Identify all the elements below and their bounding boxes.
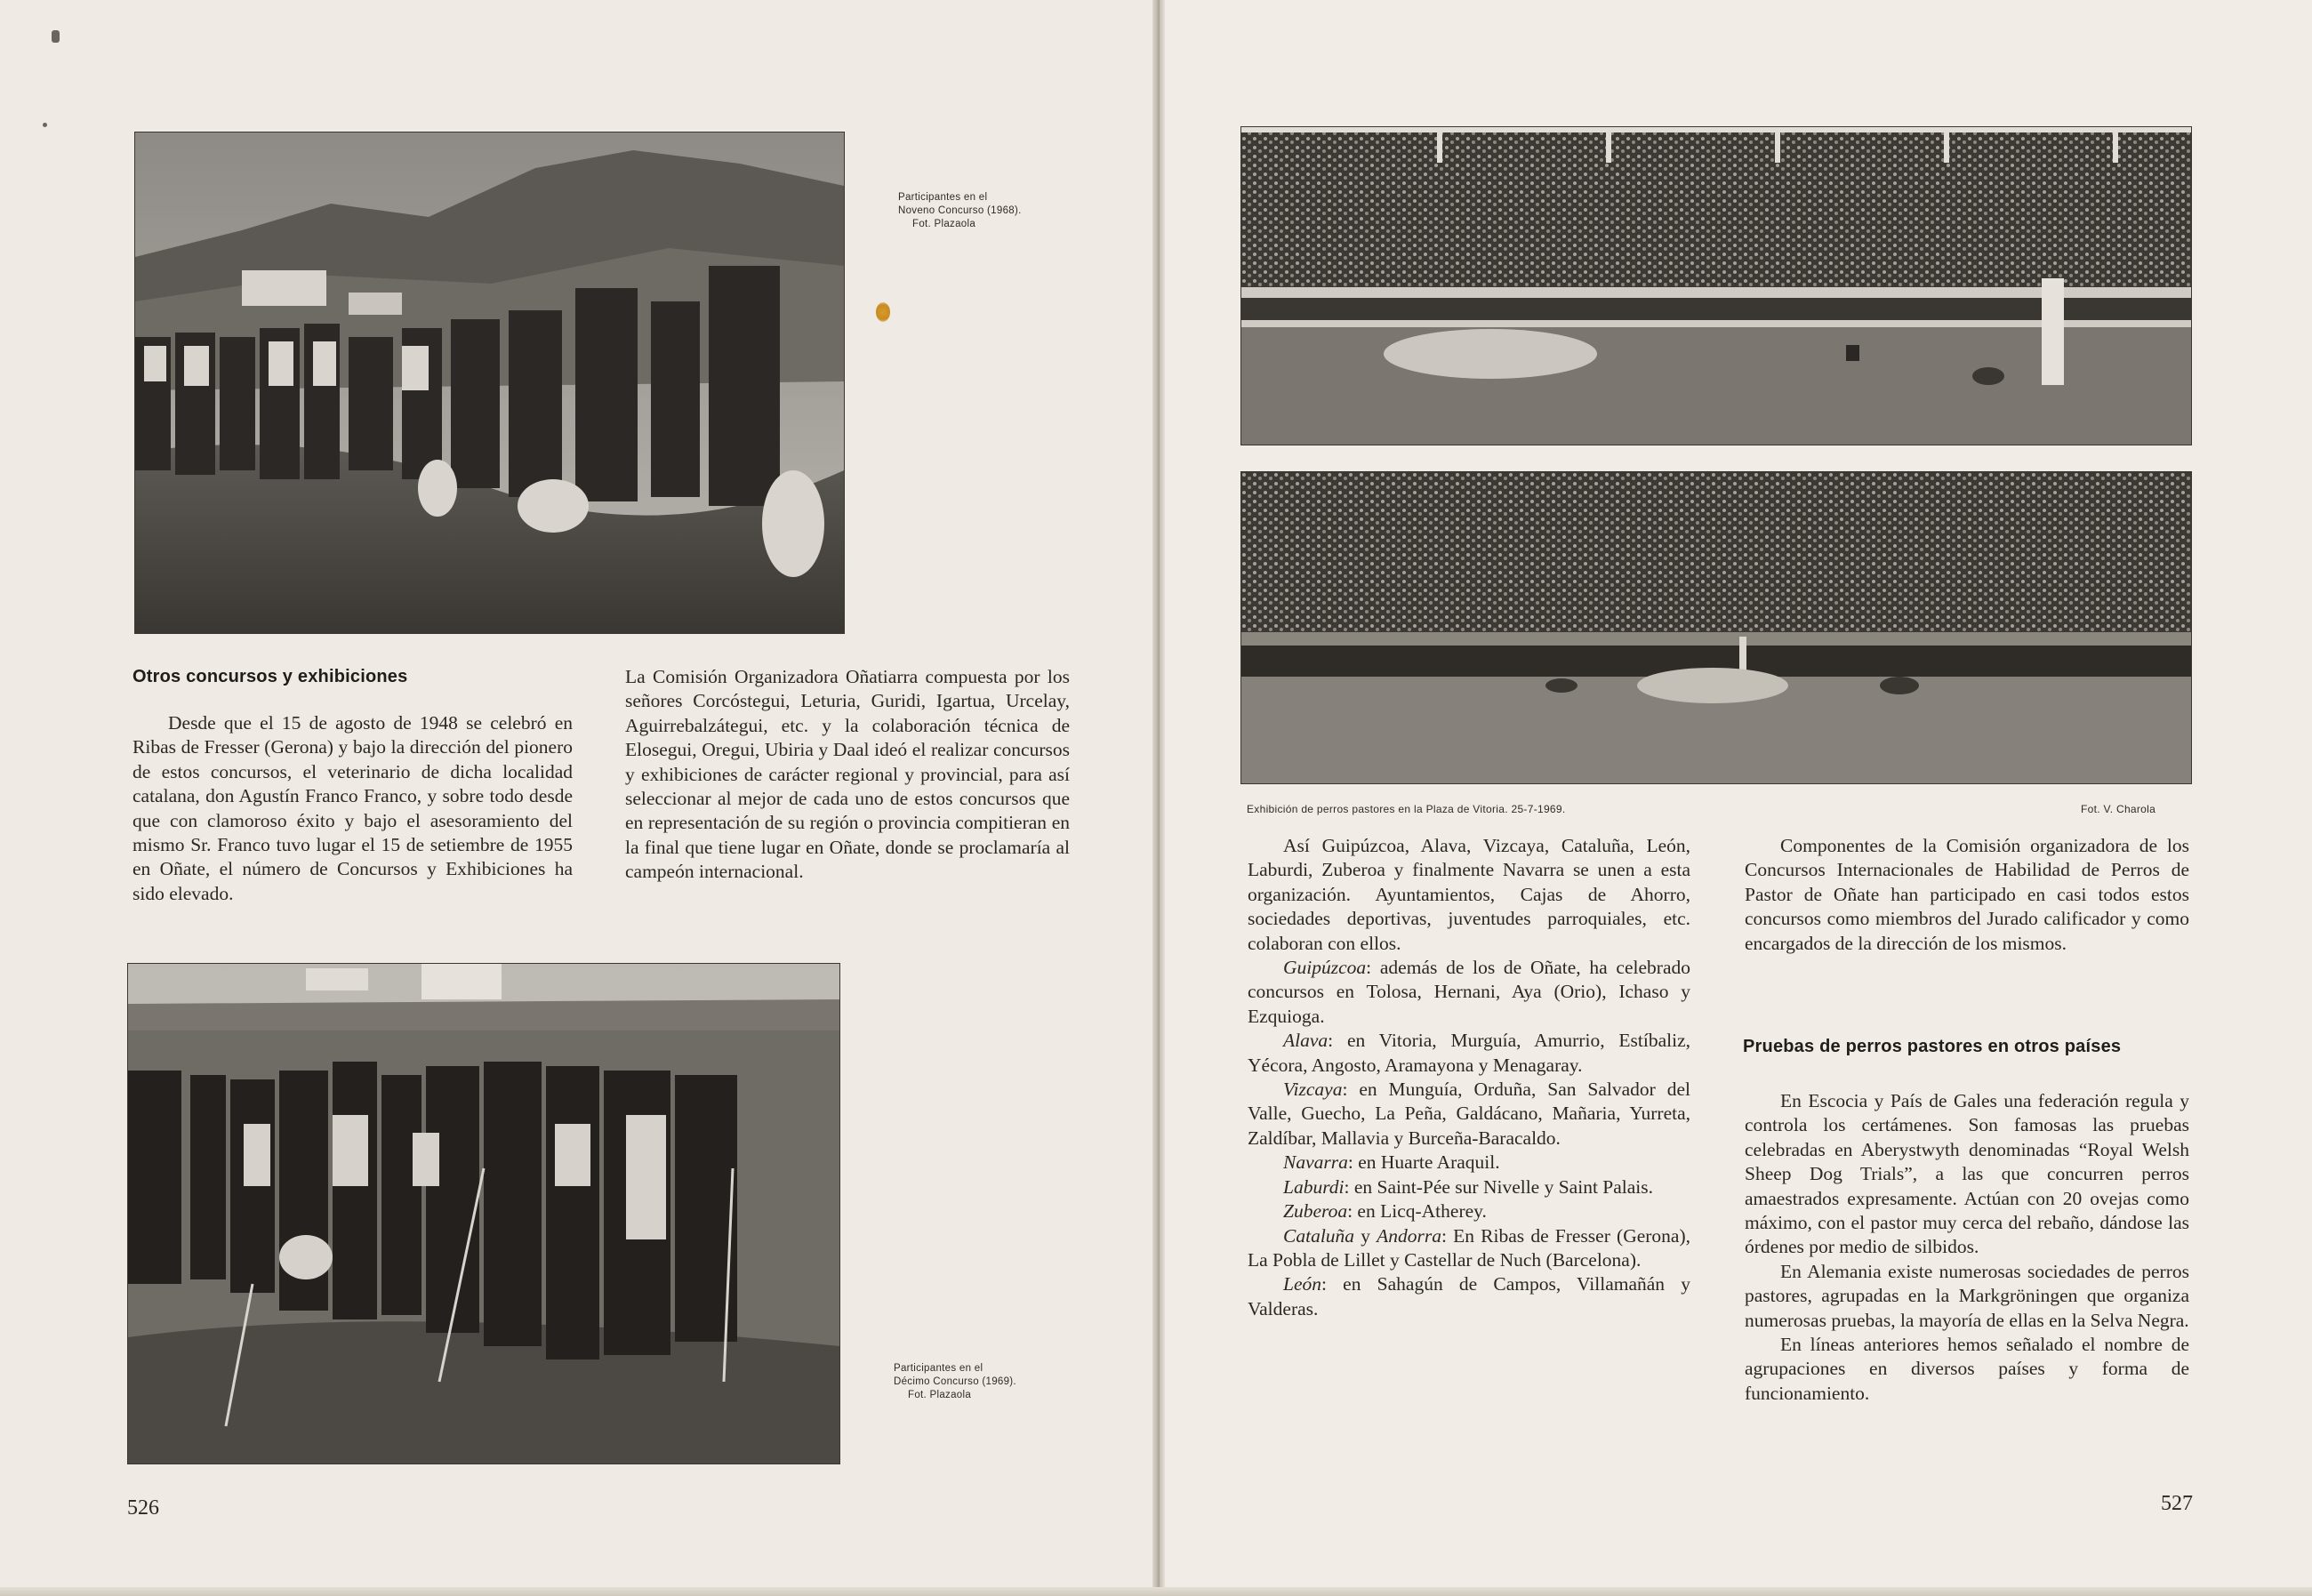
region-text: : en Licq-Atherey. <box>1347 1200 1487 1223</box>
caption-credit: Fot. Plazaola <box>908 1390 972 1400</box>
caption-credit: Fot. Plazaola <box>912 219 976 229</box>
region-alava <box>1248 1029 1690 1078</box>
photo-arena-2 <box>1240 471 2192 784</box>
region-text: : En Ribas de Fresser (Gerona), La Pobla de Lillet y Castellar de Nuch (Barcelona). <box>1248 1224 1690 1271</box>
region-joiner: y <box>1354 1224 1377 1247</box>
arena-photo-caption: Exhibición de perros pastores en la Plaza de Vitoria. 25-7-1969. <box>1247 803 1566 815</box>
region-leon <box>1248 1272 1690 1321</box>
region-text: : además de los de Oñate, ha celebrado concursos en Tolosa, Hernani, Aya (Orio), Ichaso y Ezquioga. <box>1248 957 1690 1027</box>
region-text: : en Saint-Pée sur Nivelle y Saint Palais. <box>1344 1175 1654 1198</box>
left-column-1 <box>132 711 573 906</box>
paragraph: Componentes de la Comisión organizadora de los Concursos Internacionales de Habilidad de Perros de Pastor de Oñate han participado en casi todos estos concursos como miembros del Jurado calificador y como encargados de la dirección de los mismos. <box>1745 835 2189 954</box>
page-number-right: 527 <box>2161 1492 2193 1515</box>
region-text: : en Huarte Araquil. <box>1347 1151 1500 1174</box>
region-zuberoa <box>1248 1199 1690 1223</box>
paragraph: Así Guipúzcoa, Alava, Vizcaya, Cataluña, León, Laburdi, Zuberoa y finalmente Navarra se unen a esta organización. Ayuntamientos, Cajas de Ahorro, sociedades deportivas, juventudes parroquiales, etc. colaboran con ellos. <box>1248 835 1690 954</box>
paragraph: La Comisión Organizadora Oñatiarra compuesta por los señores Corcóstegui, Leturia, Guridi, Igartua, Urcelay, Aguirrebalzátegui, etc. y la colaboración técnica de Elosegui, Oregui, Ubiria y Daal ideó el realizar concursos y exhibiciones de carácter regional y provincial, para así seleccionar al mejor de cada uno de estos concursos que en representación de su región o provincia compitieran en la final que tiene lugar en Oñate, donde se proclamaría al campeón internacional. <box>625 666 1070 883</box>
region-text: : en Vitoria, Murguía, Amurrio, Estíbaliz, Yécora, Angosto, Aramayona y Menagaray. <box>1248 1030 1690 1076</box>
region-text: : en Sahagún de Campos, Villamañán y Valderas. <box>1248 1273 1690 1319</box>
region-name: Navarra <box>1283 1151 1348 1174</box>
region-name: Zuberoa <box>1283 1200 1348 1223</box>
page-number-left: 526 <box>127 1496 159 1520</box>
caption-line-2: Noveno Concurso (1968). <box>898 205 1022 216</box>
region-name: Andorra <box>1377 1224 1441 1247</box>
corner-mark-2 <box>43 123 47 127</box>
region-text: : en Munguía, Orduña, San Salvador del Valle, Guecho, La Peña, Galdácano, Mañaria, Yurreta, Zaldíbar, Mallavia y Burceña-Baracaldo. <box>1248 1079 1690 1149</box>
corner-mark <box>52 30 60 43</box>
book-gutter <box>1152 0 1165 1596</box>
region-navarra <box>1248 1151 1690 1175</box>
left-column-2 <box>625 665 1070 885</box>
photo-participants-1968 <box>134 132 845 634</box>
region-name: Alava <box>1283 1030 1329 1052</box>
caption-line-2: Décimo Concurso (1969). <box>894 1376 1016 1387</box>
photo-top-caption <box>898 191 1022 231</box>
photo-participants-1969 <box>127 963 840 1464</box>
section-heading-pruebas: Pruebas de perros pastores en otros países <box>1743 1037 2122 1056</box>
right-column-2b <box>1745 1089 2189 1406</box>
region-laburdi <box>1248 1175 1690 1199</box>
region-vizcaya <box>1248 1078 1690 1151</box>
paragraph: En Escocia y País de Gales una federación regula y controla los certámenes. Son famosas las pruebas celebradas en Aberystwyth denominadas “Royal Welsh Sheep Dog Trials”, a las que concurren perros amaestrados expresamente. Actúan con 20 ovejas como máximo, con el pastor muy cerca del rebaño, dándose las órdenes por medio de silbidos. <box>1745 1090 2189 1258</box>
region-name: Vizcaya <box>1283 1079 1343 1101</box>
caption-line-1: Participantes en el <box>894 1363 983 1374</box>
section-heading-otros-concursos: Otros concursos y exhibiciones <box>132 667 408 686</box>
region-cataluna-andorra <box>1248 1224 1690 1273</box>
paragraph: Desde que el 15 de agosto de 1948 se celebró en Ribas de Fresser (Gerona) y bajo la dirección del pionero de estos concursos, el veterinario de dicha localidad catalana, don Agustín Franco Franco, y sobre todo desde que con clamoroso éxito y bajo el asesoramiento del mismo Sr. Franco tuvo lugar el 15 de setiembre de 1955 en Oñate, el número de Concursos y Exhibiciones ha sido elevado. <box>132 712 573 904</box>
page-bottom-edge <box>0 1587 2312 1596</box>
right-column-2 <box>1745 834 2189 956</box>
right-column-1 <box>1248 834 1690 1321</box>
photo-bottom-caption <box>894 1362 1016 1402</box>
region-name: Cataluña <box>1283 1224 1355 1247</box>
paragraph: En Alemania existe numerosas sociedades de perros pastores, agrupadas en la Markgröningen que organiza numerosas pruebas, la mayoría de ellas en la Selva Negra. <box>1745 1260 2189 1331</box>
photo-arena-1 <box>1240 126 2192 445</box>
region-guipuzcoa <box>1248 956 1690 1029</box>
region-name: Guipúzcoa <box>1283 957 1367 979</box>
ink-stain <box>876 302 890 322</box>
region-name: León <box>1283 1273 1321 1295</box>
region-name: Laburdi <box>1283 1175 1345 1198</box>
paragraph: En líneas anteriores hemos señalado el nombre de agrupaciones en diversos países y forma de funcionamiento. <box>1745 1334 2189 1404</box>
caption-line-1: Participantes en el <box>898 192 988 203</box>
arena-photo-credit: Fot. V. Charola <box>2081 803 2156 815</box>
